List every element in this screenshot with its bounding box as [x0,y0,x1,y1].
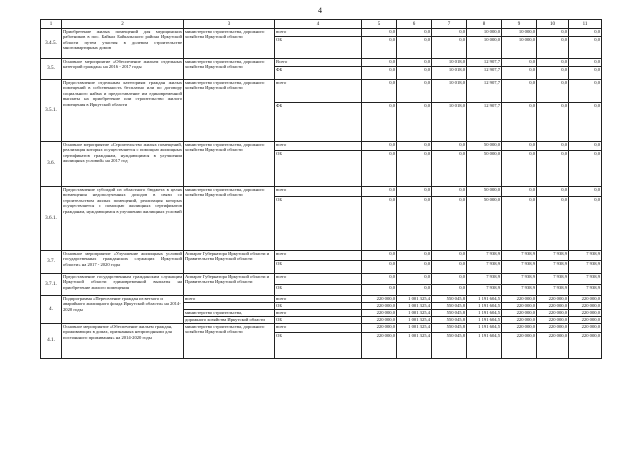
value-cell: 0,0 [397,197,432,251]
header-cell: 2 [62,20,184,29]
value-cell: 0,0 [397,29,432,37]
value-cell: 0,0 [502,187,537,197]
table-row [41,296,602,303]
value-cell: 12 907,7 [467,67,502,80]
value-cell: 7 938,9 [569,251,602,261]
measure-name: Предоставление отдельным категориям граждан жилых помещений в собственность бесплатно или по договору социального найма и предоставление им единовременной выплаты на приобретение или строительство жилого помещения в Иркутской области [62,80,184,142]
value-cell: 0,0 [569,103,602,142]
value-cell: 0,0 [537,151,569,187]
value-cell: 0,0 [502,67,537,80]
value-cell: 0,0 [502,59,537,67]
value-cell: 7 938,9 [537,285,569,296]
funding-source: всего [275,29,362,37]
funding-source: ОБ [275,317,362,324]
table-row [41,59,602,67]
value-cell: 0,0 [362,59,397,67]
value-cell: 220 000,0 [502,296,537,303]
value-cell: 0,0 [397,80,432,103]
funding-source: ОБ [275,303,362,310]
funding-source: всего [275,142,362,151]
header-cell: 10 [537,20,569,29]
value-cell: 220 000,0 [537,303,569,310]
value-cell: 0,0 [362,37,397,59]
value-cell: 10 018,0 [432,67,467,80]
value-cell: 0,0 [362,251,397,261]
executor: Аппарат Губернатора Иркутской области и Правительства Иркутской области [184,251,275,274]
value-cell: 0,0 [397,142,432,151]
executor: министерство строительства, дорожного хозяйства Иркутской области [184,80,275,142]
value-cell: 50 000,0 [467,151,502,187]
value-cell: 550 045,8 [432,324,467,333]
header-row [41,20,602,29]
value-cell: 0,0 [537,103,569,142]
value-cell: 220 000,0 [569,310,602,317]
value-cell: 220 000,0 [569,317,602,324]
value-cell: 0,0 [502,80,537,103]
value-cell: 0,0 [432,187,467,197]
page-number: 4 [318,6,322,15]
funding-source: всего [275,187,362,197]
measure-name: Основное мероприятие «Обеспечение жильем граждан, проживающих в домах, признанных непригодными для постоянного проживания» на 2014-2020 годы [62,324,184,359]
value-cell: 1 001 325,4 [397,317,432,324]
value-cell: 220 000,0 [502,310,537,317]
value-cell: 0,0 [569,142,602,151]
value-cell: 10 018,0 [432,59,467,67]
value-cell: 0,0 [569,37,602,59]
header-cell: 11 [569,20,602,29]
value-cell: 7 938,9 [502,274,537,285]
value-cell: 0,0 [502,197,537,251]
value-cell: 0,0 [569,151,602,187]
value-cell: 12 907,7 [467,103,502,142]
row-code: 3.7. [41,251,62,274]
funding-source: ОБ [275,261,362,274]
value-cell: 10 000,0 [467,29,502,37]
value-cell: 0,0 [432,197,467,251]
value-cell: 10 000,0 [502,29,537,37]
funding-source: всего [275,80,362,103]
value-cell: 1 191 604,5 [467,324,502,333]
executor: Аппарат Губернатора Иркутской области и Правительства Иркутской области [184,274,275,296]
measure-name: Основное мероприятие «Строительство жилых помещений, реализация которых осуществляется с помощью жилищных сертификатов гражданам, нуждающимся в улучшении жилищных условий» на 2017 год [62,142,184,187]
row-code: 3.4.5. [41,29,62,59]
value-cell: 7 938,9 [537,251,569,261]
value-cell: 10 000,0 [467,37,502,59]
value-cell: 7 938,9 [467,285,502,296]
value-cell: 0,0 [397,67,432,80]
value-cell: 1 191 604,5 [467,333,502,359]
value-cell: 0,0 [432,29,467,37]
value-cell: 0,0 [432,274,467,285]
value-cell: 220 000,0 [569,303,602,310]
value-cell: 0,0 [432,251,467,261]
value-cell: 220 000,0 [362,333,397,359]
value-cell: 0,0 [397,261,432,274]
value-cell: 220 000,0 [502,324,537,333]
value-cell: 220 000,0 [569,296,602,303]
value-cell: 0,0 [397,37,432,59]
value-cell: 0,0 [569,80,602,103]
value-cell: 0,0 [432,261,467,274]
header-cell: 7 [432,20,467,29]
measure-name: Основное мероприятие «Улучшение жилищных условий государственных гражданских служащих Иркутской области» на 2017 - 2020 годы [62,251,184,274]
executor [184,303,275,310]
value-cell: 0,0 [537,37,569,59]
value-cell: 7 938,9 [537,274,569,285]
row-code: 3.6.1. [41,187,62,251]
value-cell: 0,0 [537,80,569,103]
funding-source: всего [275,310,362,317]
value-cell: 0,0 [362,187,397,197]
value-cell: 1 191 604,5 [467,317,502,324]
header-cell: 6 [397,20,432,29]
value-cell: 7 938,9 [569,261,602,274]
executor: министерство строительства, дорожного хозяйства Иркутской области [184,59,275,80]
value-cell: 1 001 325,4 [397,303,432,310]
header-cell: 1 [41,20,62,29]
value-cell: 0,0 [432,151,467,187]
funding-source: ФБ [275,67,362,80]
value-cell: 0,0 [362,151,397,187]
value-cell: 220 000,0 [569,324,602,333]
funding-source: ОБ [275,197,362,251]
value-cell: 7 938,9 [467,274,502,285]
funding-source: всего [275,251,362,261]
value-cell: 0,0 [537,29,569,37]
table-row [41,324,602,333]
value-cell: 10 000,0 [502,37,537,59]
value-cell: 7 938,9 [502,285,537,296]
value-cell: 0,0 [537,67,569,80]
header-cell: 4 [275,20,362,29]
budget-table [40,19,602,359]
value-cell: 220 000,0 [537,310,569,317]
value-cell: 220 000,0 [537,333,569,359]
value-cell: 220 000,0 [537,317,569,324]
value-cell: 7 938,9 [569,285,602,296]
value-cell: 0,0 [502,142,537,151]
value-cell: 0,0 [569,197,602,251]
value-cell: 220 000,0 [362,303,397,310]
value-cell: 1 001 325,4 [397,310,432,317]
value-cell: 0,0 [362,80,397,103]
value-cell: 0,0 [397,103,432,142]
value-cell: 220 000,0 [362,324,397,333]
value-cell: 0,0 [432,142,467,151]
executor: министерство строительства, дорожного хозяйства Иркутской области [184,324,275,359]
value-cell: 0,0 [362,29,397,37]
value-cell: 7 938,9 [569,274,602,285]
value-cell: 0,0 [397,187,432,197]
header-cell: 8 [467,20,502,29]
value-cell: 0,0 [362,142,397,151]
value-cell: 0,0 [537,142,569,151]
table-row [41,142,602,151]
value-cell: 0,0 [362,285,397,296]
value-cell: 0,0 [432,37,467,59]
value-cell: 550 045,8 [432,310,467,317]
value-cell: 0,0 [397,285,432,296]
value-cell: 1 191 604,5 [467,296,502,303]
value-cell: 220 000,0 [537,324,569,333]
table-row [41,274,602,285]
value-cell: 0,0 [569,187,602,197]
table-row [41,187,602,197]
value-cell: 0,0 [362,261,397,274]
measure-name: Основное мероприятие «Обеспечение жильем отдельных категорий граждан» на 2016 - 2017 годы [62,59,184,80]
value-cell: 550 045,8 [432,317,467,324]
row-code: 3.5. [41,59,62,80]
value-cell: 0,0 [397,59,432,67]
funding-source: Всего [275,59,362,67]
funding-source: ОБ [275,151,362,187]
value-cell: 7 938,9 [467,251,502,261]
value-cell: 220 000,0 [537,296,569,303]
header-cell: 5 [362,20,397,29]
value-cell: 7 938,9 [537,261,569,274]
value-cell: 1 001 325,4 [397,296,432,303]
funding-source: всего [275,324,362,333]
value-cell: 0,0 [397,274,432,285]
value-cell: 0,0 [502,103,537,142]
row-code: 4. [41,296,62,324]
value-cell: 1 001 325,4 [397,333,432,359]
value-cell: 10 018,0 [432,80,467,103]
executor: министерство строительства, дорожного хозяйства Иркутской области [184,142,275,187]
row-code: 3.7.1. [41,274,62,296]
value-cell: 550 045,8 [432,333,467,359]
measure-name: Подпрограмма «Переселение граждан из ветхого и аварийного жилищного фонда Иркутской области» на 2014-2020 годы [62,296,184,324]
row-code: 4.1. [41,324,62,359]
measure-name: Предоставление государственным гражданским служащим Иркутской области единовременной выплаты на приобретение жилого помещения [62,274,184,296]
executor: министерство строительства, [184,310,275,317]
value-cell: 0,0 [432,285,467,296]
value-cell: 12 907,7 [467,80,502,103]
value-cell: 1 001 325,4 [397,324,432,333]
executor: министерство строительства, дорожного хозяйства Иркутской области [184,187,275,251]
value-cell: 0,0 [569,29,602,37]
value-cell: 0,0 [569,67,602,80]
executor: дорожного хозяйства Иркутской области [184,317,275,324]
value-cell: 220 000,0 [362,317,397,324]
measure-name: Предоставление субсидий из областного бюджета в целях возмещения недополученных доходов в связи со строительством жилых помещений, реализация которых осуществляется с помощью жилищных сертификатов гражданам, нуждающимся в улучшении жилищных условий [62,187,184,251]
funding-source: ФБ [275,103,362,142]
value-cell: 0,0 [569,59,602,67]
table-row [41,251,602,261]
funding-source: ОБ [275,285,362,296]
table-row [41,80,602,103]
value-cell: 0,0 [362,103,397,142]
value-cell: 220 000,0 [502,333,537,359]
value-cell: 0,0 [397,251,432,261]
funding-source: всего [275,274,362,285]
value-cell: 0,0 [537,197,569,251]
value-cell: 50 000,0 [467,142,502,151]
value-cell: 0,0 [537,59,569,67]
measure-name: Приобретение жилых помещений для медицинских работников в пос. Байкал Байкальского района Иркутской области путем участия в долевом строительстве многоквартирных домов [62,29,184,59]
value-cell: 50 000,0 [467,197,502,251]
value-cell: 0,0 [397,151,432,187]
value-cell: 220 000,0 [362,296,397,303]
executor: всего [184,296,275,303]
row-code: 3.5.1. [41,80,62,142]
value-cell: 550 045,8 [432,296,467,303]
value-cell: 0,0 [362,67,397,80]
funding-source: всего [275,296,362,303]
value-cell: 12 907,7 [467,59,502,67]
value-cell: 220 000,0 [569,333,602,359]
value-cell: 1 191 604,5 [467,310,502,317]
value-cell: 0,0 [502,151,537,187]
funding-source: ОБ [275,333,362,359]
value-cell: 7 938,9 [467,261,502,274]
value-cell: 7 938,9 [502,251,537,261]
value-cell: 10 018,0 [432,103,467,142]
value-cell: 220 000,0 [502,317,537,324]
value-cell: 0,0 [362,274,397,285]
header-cell: 9 [502,20,537,29]
value-cell: 0,0 [537,187,569,197]
value-cell: 50 000,0 [467,187,502,197]
funding-source: ОБ [275,37,362,59]
value-cell: 220 000,0 [502,303,537,310]
value-cell: 220 000,0 [362,310,397,317]
value-cell: 7 938,9 [502,261,537,274]
row-code: 3.6. [41,142,62,187]
table-row [41,29,602,37]
header-cell: 3 [184,20,275,29]
value-cell: 550 045,8 [432,303,467,310]
executor: министерство строительства, дорожного хозяйства Иркутской области [184,29,275,59]
value-cell: 0,0 [362,197,397,251]
value-cell: 1 191 604,5 [467,303,502,310]
